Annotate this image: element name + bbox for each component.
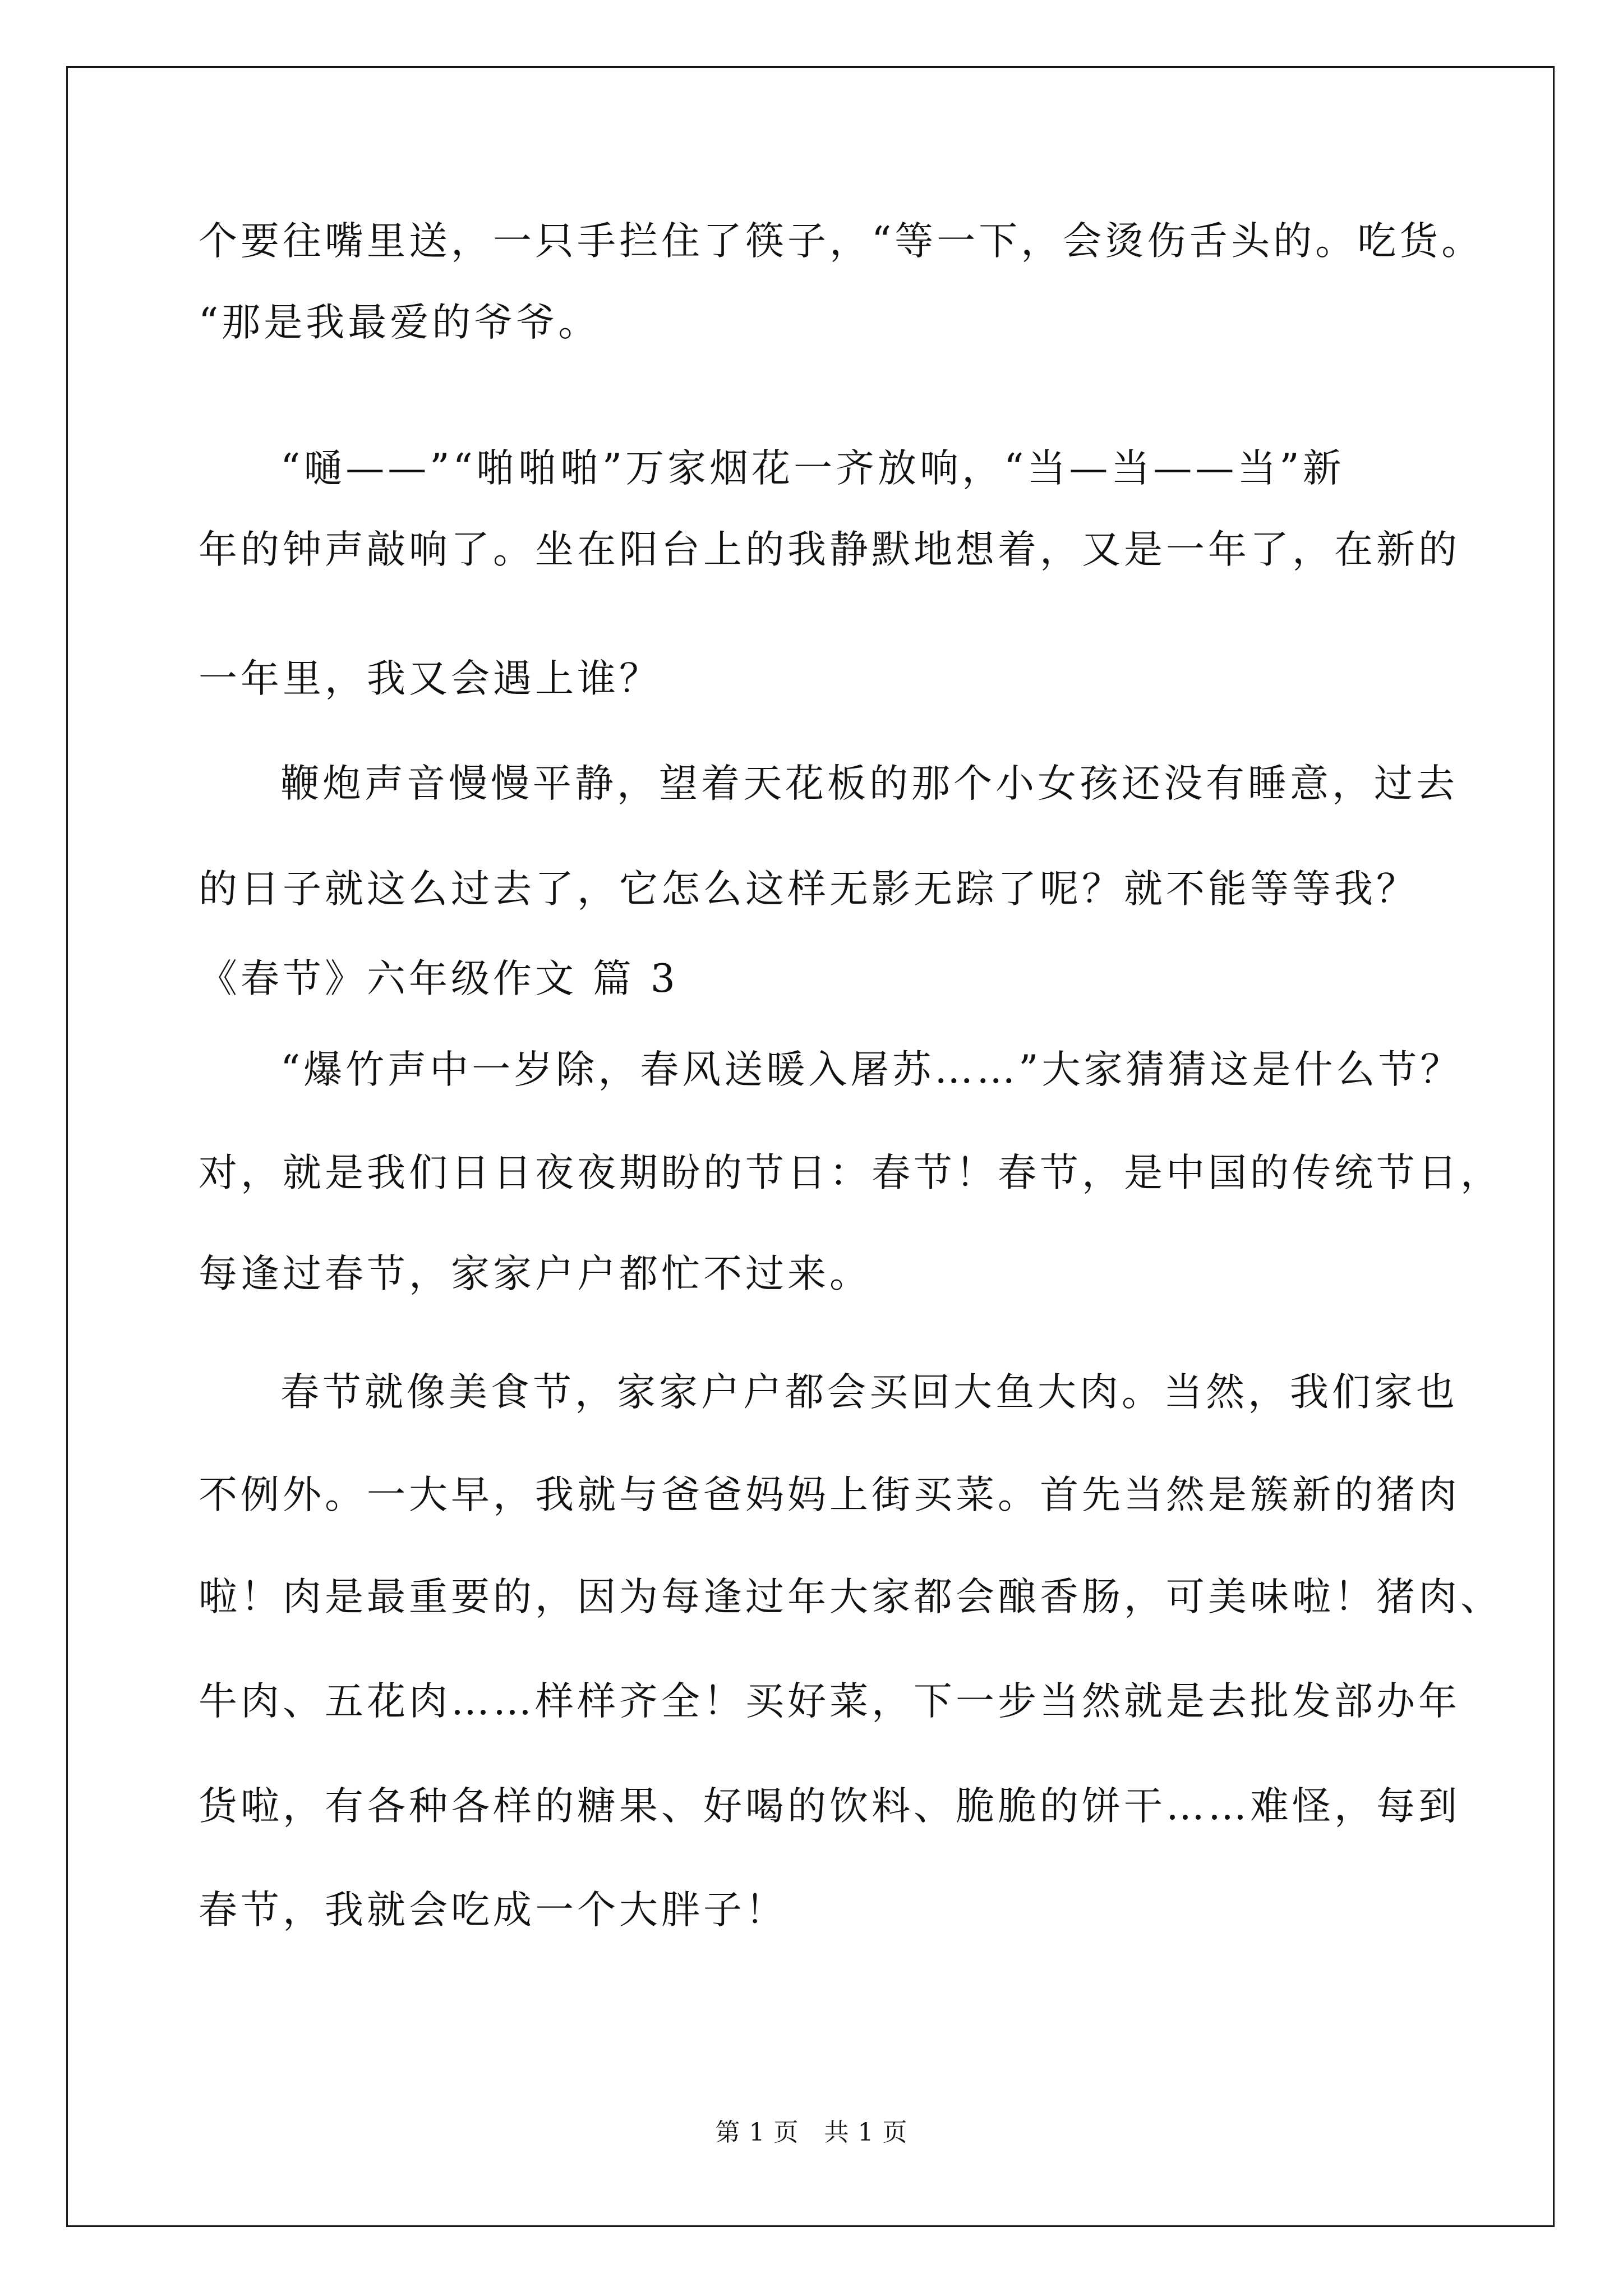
text-line: “嗵——”“啪啪啪”万家烟花一齐放响，“当—当——当”新 <box>280 446 1345 491</box>
page-number-footer: 第 1 页 共 1 页 <box>715 2118 908 2147</box>
text-line: 的日子就这么过去了，它怎么这样无影无踪了呢？就不能等等我？ <box>199 867 1418 912</box>
text-line: 春节就像美食节，家家户户都会买回大鱼大肉。当然，我们家也 <box>280 1370 1458 1415</box>
text-line: 啦！肉是最重要的，因为每逢过年大家都会酿香肠，可美味啦！猪肉、 <box>199 1575 1502 1619</box>
text-line: 个要往嘴里送，一只手拦住了筷子，“等一下，会烫伤舌头的。吃货。 <box>199 219 1484 264</box>
text-line: 年的钟声敲响了。坐在阳台上的我静默地想着，又是一年了，在新的 <box>199 527 1460 572</box>
text-line: 一年里，我又会遇上谁？ <box>199 656 661 701</box>
text-line: 鞭炮声音慢慢平静，望着天花板的那个小女孩还没有睡意，过去 <box>280 761 1458 806</box>
text-line: 春节，我就会吃成一个大胖子！ <box>199 1888 787 1932</box>
section-heading: 《春节》六年级作文 篇 3 <box>199 956 679 1001</box>
text-line: 对，就是我们日日夜夜期盼的节日：春节！春节，是中国的传统节日， <box>199 1151 1502 1195</box>
text-line: 每逢过春节，家家户户都忙不过来。 <box>199 1251 872 1296</box>
text-line: “爆竹声中一岁除，春风送暖入屠苏……”大家猜猜这是什么节？ <box>280 1047 1463 1092</box>
text-line: 不例外。一大早，我就与爸爸妈妈上街买菜。首先当然是簇新的猪肉 <box>199 1473 1460 1517</box>
text-line: “那是我最爱的爷爷。 <box>199 300 601 345</box>
text-line: 牛肉、五花肉……样样齐全！买好菜，下一步当然就是去批发部办年 <box>199 1679 1460 1724</box>
text-line: 货啦，有各种各样的糖果、好喝的饮料、脆脆的饼干……难怪，每到 <box>199 1784 1460 1829</box>
